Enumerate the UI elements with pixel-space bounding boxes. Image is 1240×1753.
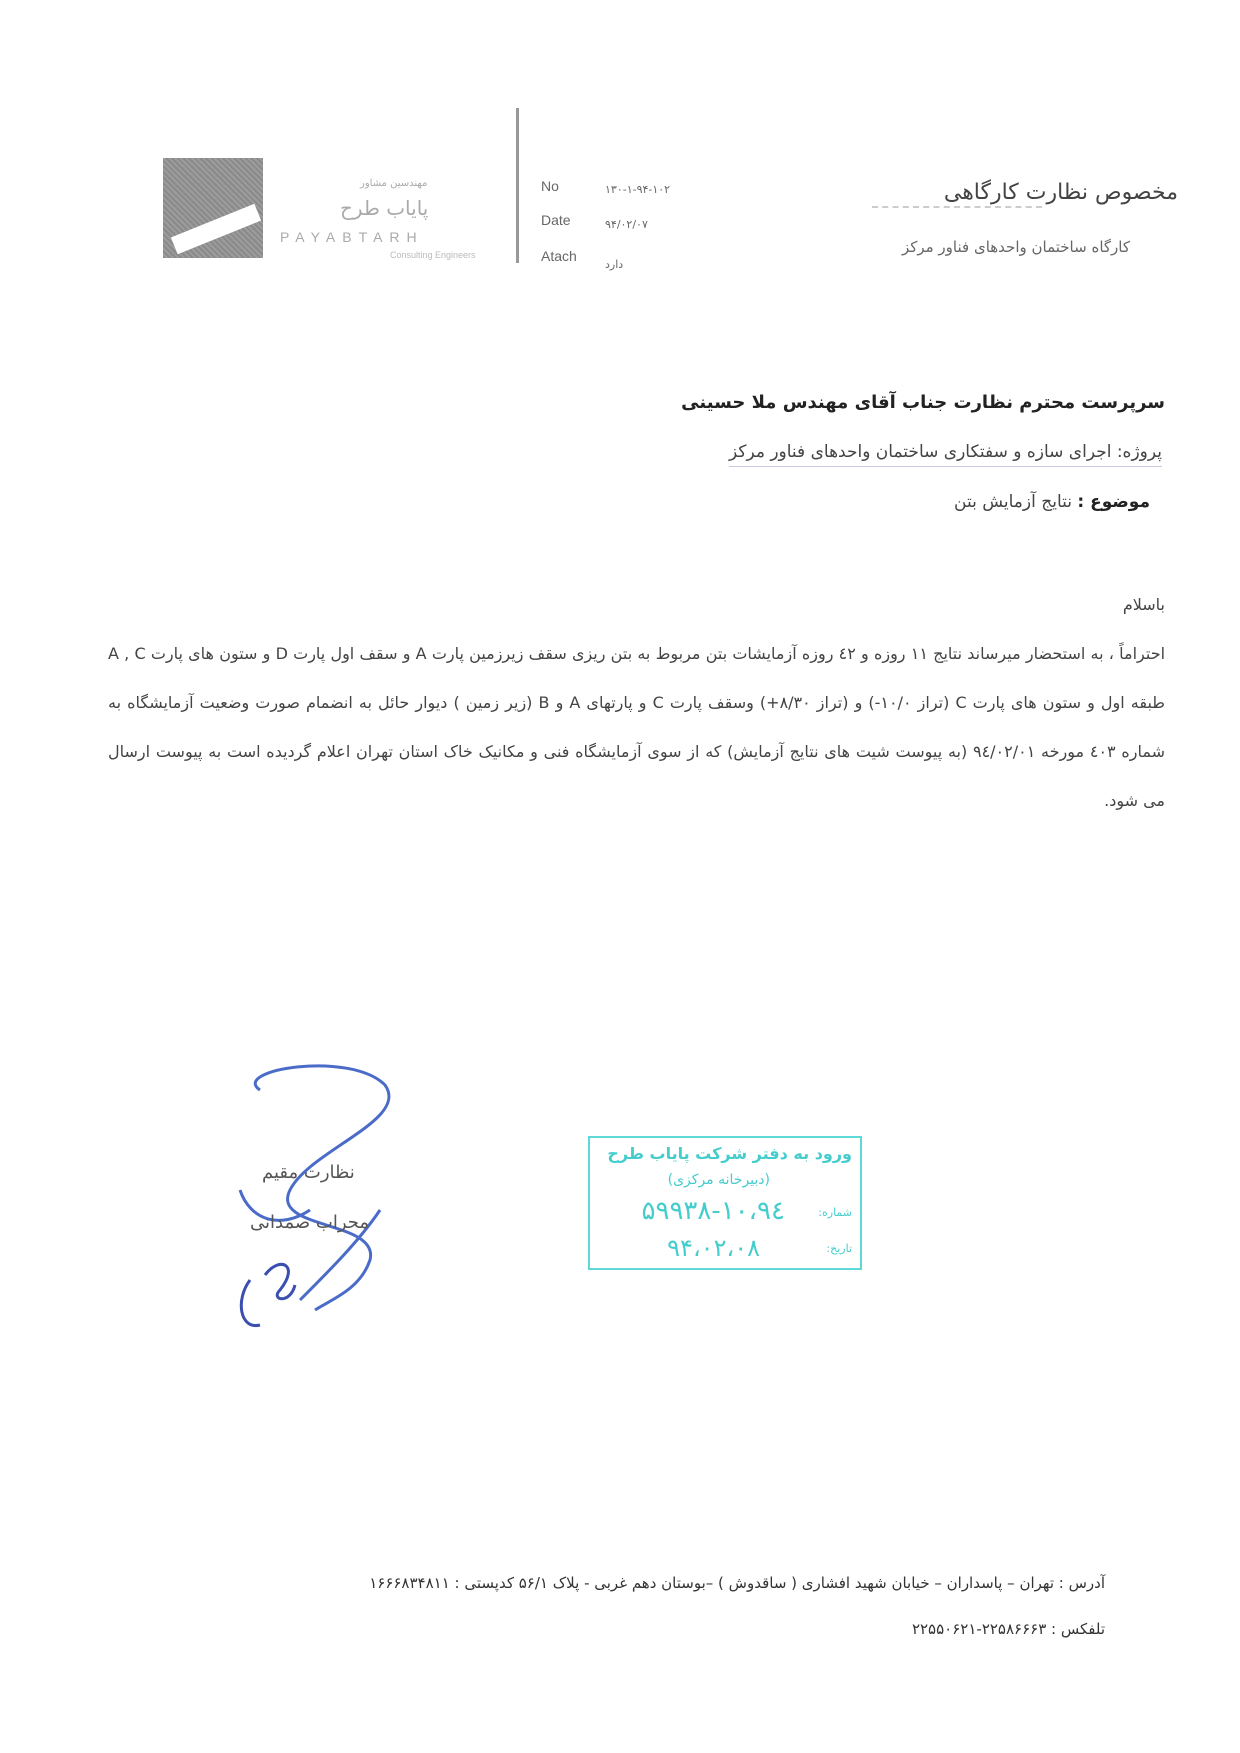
signatory-name: محراب صمدانی: [250, 1212, 370, 1233]
logo-caption: مهندسین مشاور: [360, 178, 428, 189]
header-title: مخصوص نظارت کارگاهی: [943, 180, 1178, 205]
attach-label: Atach: [541, 248, 577, 264]
handwritten-signature: [220, 1060, 420, 1340]
subject-line: [954, 492, 1150, 512]
footer-telfax: تلفکس : ۲۲۵۸۶۶۶۳-۲۲۵۵۰۶۲۱: [911, 1620, 1105, 1638]
attach-value: دارد: [605, 258, 624, 271]
recipient: سرپرست محترم نظارت جناب آقای مهندس ملا حسینی: [681, 392, 1165, 413]
signatory-role: نظارت مقیم: [262, 1162, 355, 1183]
subject-label: موضوع :: [1077, 492, 1150, 512]
stamp-date-label: تاریخ:: [826, 1242, 852, 1255]
header-divider: [516, 108, 519, 263]
stamp-date: ۹۴،۰۲،۰۸: [667, 1234, 760, 1262]
logo-name-en: PAYABTARH: [280, 229, 424, 245]
greeting: باسلام: [1122, 595, 1165, 614]
stamp-subtitle: (دبیرخانه مرکزی): [667, 1172, 770, 1188]
receipt-stamp: [588, 1136, 862, 1270]
body-paragraph: احتراماً ، به استحضار میرساند نتایج ۱۱ روزه و ٤۲ روزه آزمایشات بتن مربوط به بتن ریزی سقف زیرزمین پارت A و سقف اول پارت D و ستون های پارت A , C طبقه اول و ستون های پارت C (تراز ۱۰/۰-) و (تراز ۸/۳۰+) وسقف پارت C و پارتهای A و B (زیر زمین ) دیوار حائل به انضمام صورت وضعیت آزمایشگاه به شماره ٤۰۳ مورخه ۹٤/۰۲/۰۱ (به پیوست شیت های نتایج آزمایش) که از سوی آزمایشگاه فنی و مکانیک خاک استان تهران اعلام گردیده است به پیوست ارسال می شود.: [108, 644, 1166, 810]
no-value: ۱۳۰-۱-۹۴-۱۰۲: [605, 183, 671, 196]
header-underline: [872, 206, 1042, 208]
no-label: No: [541, 178, 559, 194]
stamp-number: ۱۰،۹٤-۵۹۹۳۸: [641, 1196, 785, 1226]
project-line: پروژه: اجرای سازه و سفتکاری ساختمان واحدهای فناور مرکز: [729, 442, 1162, 467]
subject-text: نتایج آزمایش بتن: [954, 492, 1072, 512]
stamp-number-label: شماره:: [818, 1206, 852, 1219]
date-value: ۹۴/۰۲/۰۷: [605, 218, 648, 231]
logo-name-fa: پایاب طرح: [340, 196, 429, 220]
logo-subtitle: Consulting Engineers: [390, 250, 476, 260]
stamp-title: ورود به دفتر شرکت پایاب طرح: [607, 1144, 852, 1163]
header-subtitle: کارگاه ساختمان واحدهای فناور مرکز: [901, 238, 1130, 256]
letter-body: [108, 580, 1165, 825]
date-label: Date: [541, 212, 571, 228]
company-logo-mark: [163, 158, 263, 258]
footer-address: آدرس : تهران – پاسداران – خیابان شهید افشاری ( ساقدوش ) –بوستان دهم غربی - پلاک ۵۶/۱ کدپستی : ۱۶۶۶۸۳۴۸۱۱: [369, 1574, 1105, 1592]
